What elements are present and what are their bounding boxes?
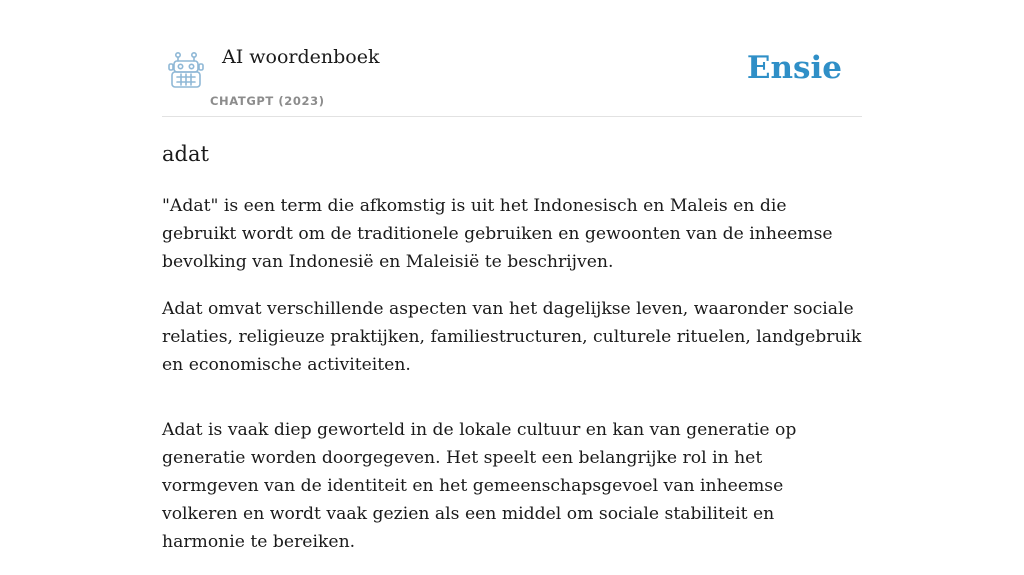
- dictionary-title[interactable]: AI woordenboek: [222, 46, 380, 68]
- dictionary-header: [162, 0, 862, 117]
- entry-term: adat: [162, 142, 209, 166]
- ensie-logo[interactable]: Ensie: [746, 50, 842, 86]
- entry-paragraph: Adat omvat verschillende aspecten van het dagelijkse leven, waaronder sociale relaties, religieuze praktijken, familiestructuren, culturele rituelen, landgebruik en economische activiteiten.: [162, 299, 862, 375]
- entry-paragraph: Adat is vaak diep geworteld in de lokale cultuur en kan van generatie op generatie worden doorgegeven. Het speelt een belangrijke rol in het vormgeven van de identiteit en het gemeenschapsgevoel van inheemse volkeren en wordt vaak gezien als een middel om sociale stabiliteit en harmonie te bereiken.: [162, 420, 797, 552]
- entry-content: [162, 138, 862, 575]
- robot-icon: [166, 50, 206, 90]
- source-label: CHATGPT (2023): [210, 94, 325, 108]
- entry-paragraph: "Adat" is een term die afkomstig is uit het Indonesisch en Maleis en die gebruikt wordt om de traditionele gebruiken en gewoonten van de inheemse bevolking van Indonesië en Maleisië te beschrijven.: [162, 196, 833, 272]
